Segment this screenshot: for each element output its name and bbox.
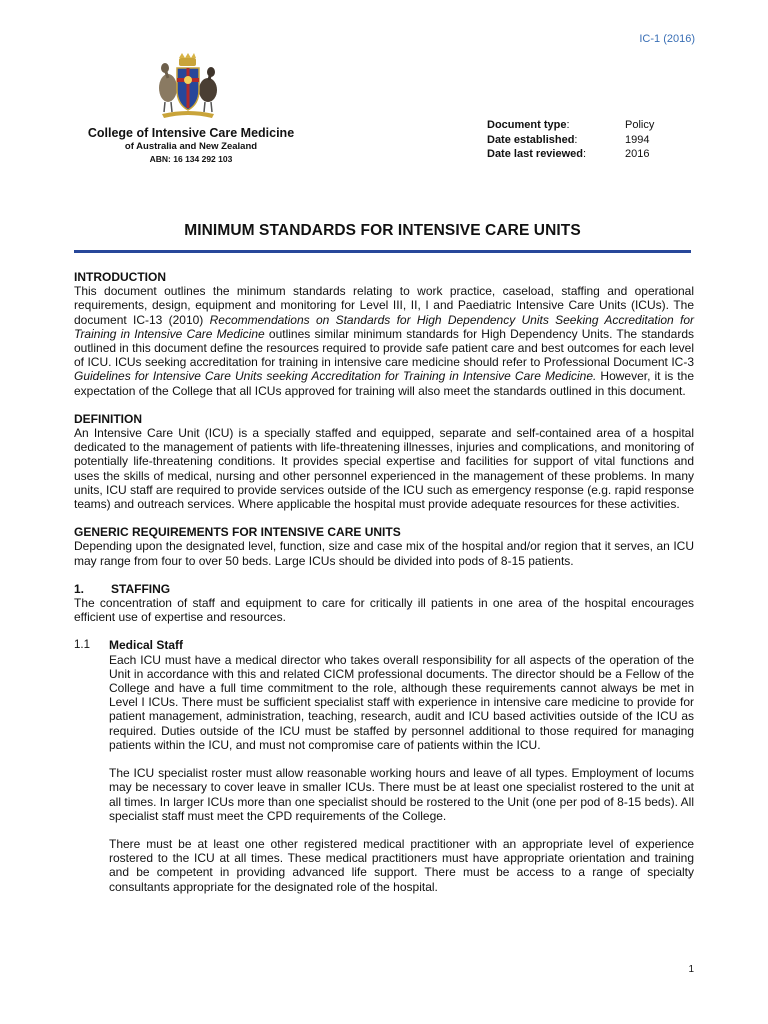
document-meta-table <box>487 118 654 162</box>
title-divider <box>74 250 691 253</box>
subsection-number: 1.1 <box>74 639 90 652</box>
meta-value: Policy <box>625 119 655 131</box>
generic-requirements-heading: GENERIC REQUIREMENTS FOR INTENSIVE CARE UNITS <box>74 525 401 540</box>
definition-heading: DEFINITION <box>74 411 142 426</box>
medical-staff-heading: Medical Staff <box>109 638 184 653</box>
meta-row: Document type: Policy <box>487 119 655 131</box>
medical-staff-section <box>74 638 694 893</box>
medical-staff-paragraph-3: There must be at least one other registered medical practitioner with an appropriate level of experience rostered to the ICU at all times. These medical practitioners must have appropriate orientation and training and be competent in providing advanced life support. There must be access to a range of specialty consultants appropriate for the designated role of the hospital. <box>109 836 694 894</box>
medical-staff-paragraph-1: Each ICU must have a medical director who takes overall responsibility for all aspects of the operation of the Unit in accordance with this and related CICM professional documents. The director should be a Fellow of the College and have a full time commitment to the role, although these requirements cannot always be met in Level I ICUs. There must be sufficient specialist staff with experience in intensive care medicine to provide for patient management, administration, teaching, research, audit and ICU based activities outside of the ICU as required. Duties outside of the ICU must be staffed by personnel additional to those required for managing patients within the ICU, and must not compromise care of patients within the ICU. <box>109 652 694 752</box>
staffing-paragraph: The concentration of staff and equipment to care for critically ill patients in one area of the hospital encourages efficient use of expertise and resources. <box>74 596 694 625</box>
document-body <box>74 270 694 894</box>
page-title: MINIMUM STANDARDS FOR INTENSIVE CARE UNITS <box>184 222 581 239</box>
generic-requirements-paragraph: Depending upon the designated level, function, size and case mix of the hospital and/or region that it serves, an ICU may range from four to over 50 beds. Large ICUs should be divided into pods of 8-15 patients. <box>74 539 694 568</box>
intro-heading: INTRODUCTION <box>74 270 166 284</box>
staffing-heading: 1. STAFFING <box>74 581 171 596</box>
college-subtitle: of Australia and New Zealand <box>124 141 258 152</box>
college-abn: ABN: 16 134 292 103 <box>149 154 233 164</box>
college-crest-logo <box>150 52 225 118</box>
definition-paragraph: An Intensive Care Unit (ICU) is a specially staffed and equipped, separate and self-contained area of a hospital dedicated to the management of patients with life-threatening illnesses, injuries and complications, and monitoring of potentially life-threatening conditions. It provides special expertise and facilities for support of vital functions and uses the skills of medical, nursing and other personnel experienced in the management of these problems. In many units, ICU staff are required to provide services outside of the ICU such as emergency response (e.g. rapid response teams) and outreach services. Where applicable the hospital must provide adequate resources for these activities. <box>74 426 694 512</box>
meta-key: Date established <box>487 133 575 146</box>
meta-row: Date established: 1994 <box>487 133 654 148</box>
college-name: College of Intensive Care Medicine <box>87 126 295 140</box>
document-code: IC-1 (2016) <box>639 33 695 45</box>
intro-paragraph: This document outlines the minimum standards relating to work practice, caseload, staffing and operational requirements, design, equipment and monitoring for Level III, II, I and Paediatric Intensive Care Units (ICUs). The document IC-13 (2010) Recommendations on Standards for High Dependency Units Seeking Accreditation for Training in Intensive Care Medicine outlines similar minimum standards for High Dependency Units. The standards outlined in this document define the resources required to provide safe patient care and best outcomes for each level of ICU. ICUs seeking accreditation for training in intensive care medicine should refer to Professional Document IC-3 Guidelines for Intensive Care Units seeking Accreditation for Training in Intensive Care Medicine. However, it is the expectation of the College that all ICUs approved for training will also meet the standards outlined in this document. <box>74 284 695 398</box>
meta-key: Date last reviewed <box>487 148 583 160</box>
meta-row: Date last reviewed: 2016 <box>487 147 654 162</box>
meta-value: 2016 <box>625 148 650 160</box>
medical-staff-paragraph-2: The ICU specialist roster must allow reasonable working hours and leave of all types. Employment of locums may be necessary to cover leave in smaller ICUs. There must be at least one specialist rostered to the unit at all times. In larger ICUs more than one specialist should be rostered to the Unit (one per pod of 8-15 beds). All specialist staff must meet the CPD requirements of the College. <box>109 766 694 823</box>
meta-value: 1994 <box>625 133 650 146</box>
meta-key: Document type <box>487 119 567 131</box>
page-number: 1 <box>688 964 694 975</box>
